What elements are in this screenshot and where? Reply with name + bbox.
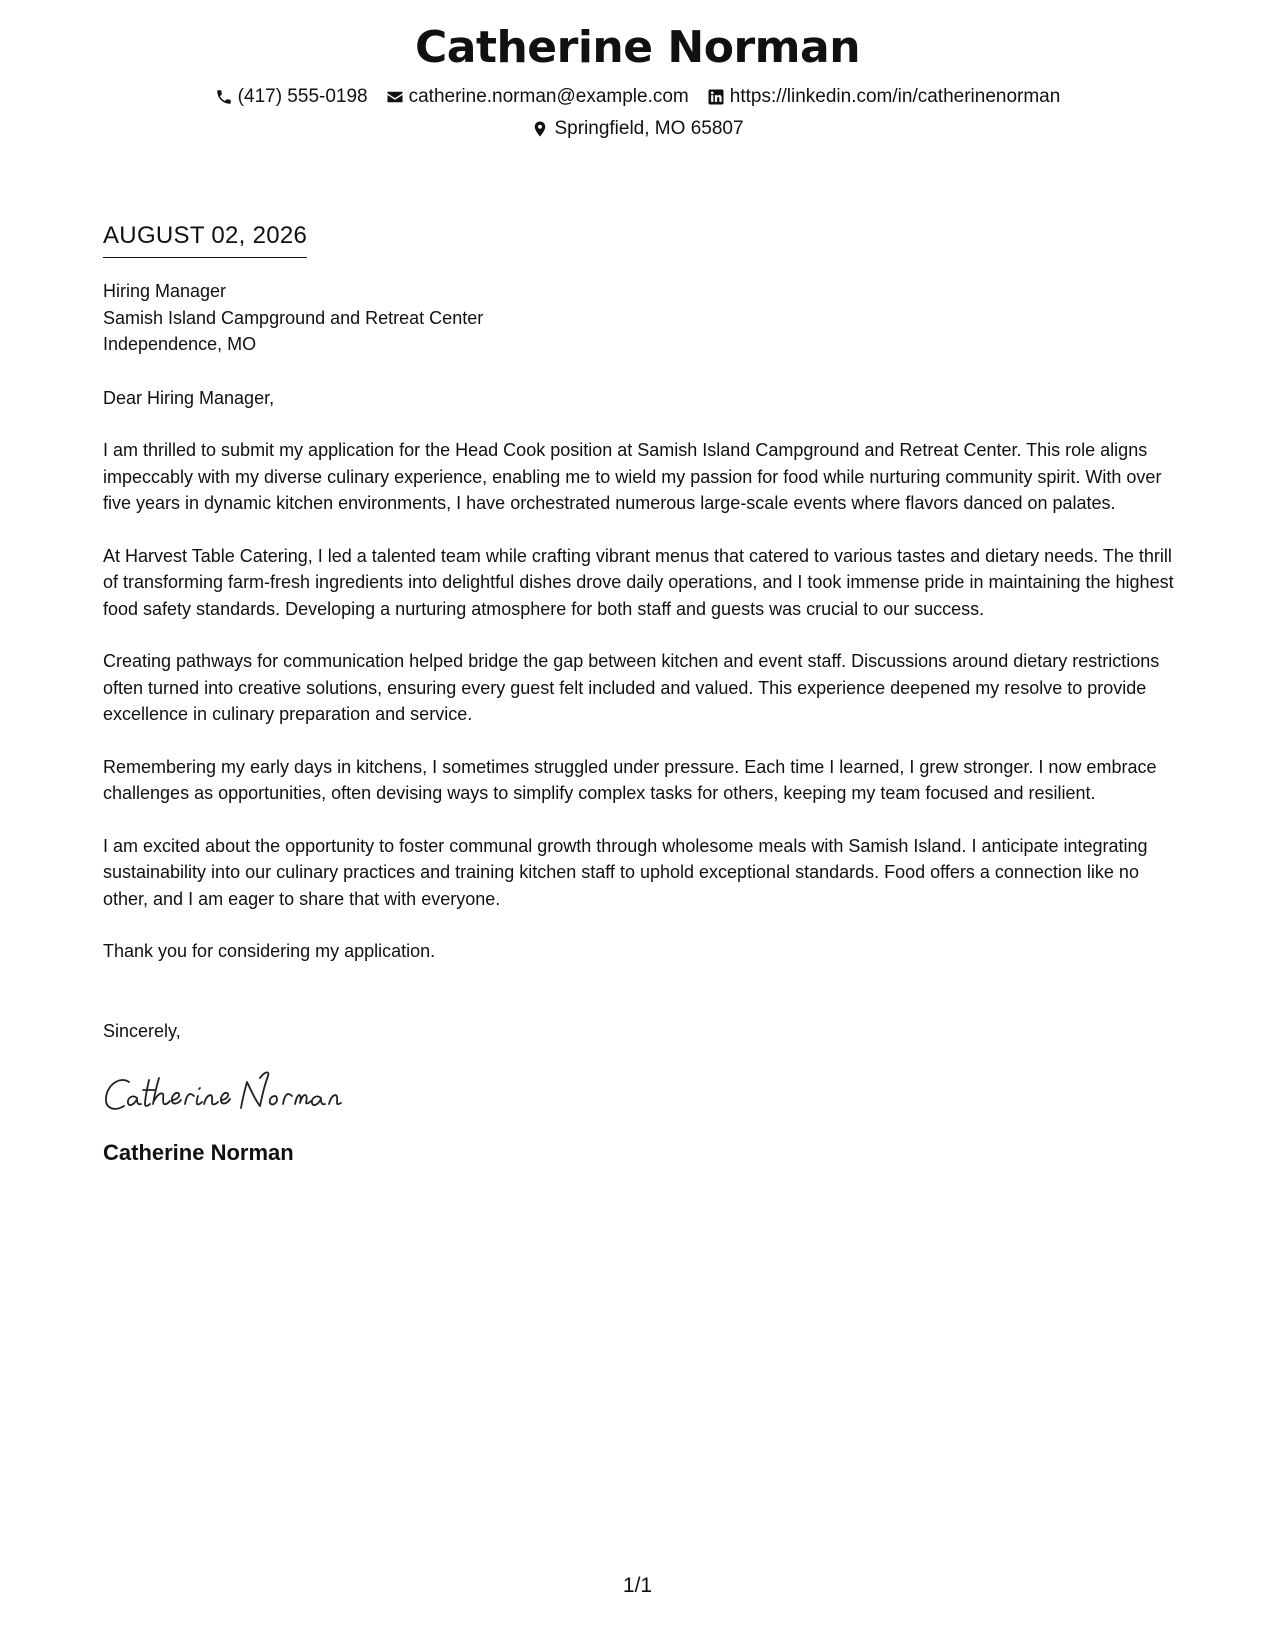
applicant-name: Catherine Norman <box>414 22 861 73</box>
linkedin-icon <box>707 88 725 106</box>
body-paragraph: Remembering my early days in kitchens, I sometimes struggled under pressure. Each time I learned, I grew stronger. I now embrace challenges as opportunities, often devising ways to simplify complex tasks for others, keeping my team focused and resilient. <box>103 756 1157 803</box>
letter-date: AUGUST 02, 2026 <box>103 221 307 258</box>
letter-body <box>103 221 1175 1168</box>
contact-row <box>0 82 1275 112</box>
body-paragraph: I am excited about the opportunity to foster communal growth through wholesome meals with Samish Island. I anticipate integrating sustainability into our culinary practices and training kitchen staff to uphold exceptional standards. Food offers a connection like no other, and I am eager to share that with everyone. <box>103 835 1148 909</box>
thank-you-line: Thank you for considering my application. <box>103 941 436 961</box>
location-row <box>0 114 1275 144</box>
contact-email[interactable] <box>386 82 689 112</box>
handwritten-signature <box>103 1068 1175 1122</box>
salutation: Dear Hiring Manager, <box>103 387 275 408</box>
phone-icon <box>215 88 233 106</box>
recipient-title: Hiring Manager <box>103 281 227 301</box>
location-text: Springfield, MO 65807 <box>554 118 744 139</box>
recipient-block <box>103 278 1175 358</box>
linkedin-link[interactable]: https://linkedin.com/in/catherinenorman <box>729 86 1061 107</box>
phone-text: (417) 555-0198 <box>237 86 368 107</box>
signature-image <box>103 1068 363 1122</box>
map-pin-icon <box>531 120 549 138</box>
body-paragraph: At Harvest Table Catering, I led a talented team while crafting vibrant menus that catered to various tastes and dietary needs. The thrill of transforming farm-fresh ingredients into delightful dishes drove daily operations, and I took immense pride in maintaining the highest food safety standards. Developing a nurturing atmosphere for both staff and guests was crucial to our success. <box>103 545 1174 619</box>
contact-phone <box>215 82 368 112</box>
contact-linkedin[interactable] <box>707 82 1061 112</box>
signer-name: Catherine Norman <box>103 1140 294 1165</box>
contact-location <box>531 114 743 144</box>
body-paragraph: I am thrilled to submit my application for the Head Cook position at Samish Island Campground and Retreat Center. This role aligns impeccably with my diverse culinary experience, enabling me to wield my passion for food while nurturing community spirit. With over five years in dynamic kitchen environments, I have orchestrated numerous large-scale events where flavors danced on palates. <box>103 440 1162 513</box>
page-number: 1/1 <box>622 1574 653 1597</box>
letter-header <box>0 20 1275 144</box>
envelope-icon <box>386 88 404 106</box>
recipient-location: Independence, MO <box>103 334 257 354</box>
recipient-company: Samish Island Campground and Retreat Center <box>103 307 484 328</box>
email-link[interactable]: catherine.norman@example.com <box>408 86 689 107</box>
closing: Sincerely, <box>103 1020 181 1041</box>
body-paragraph: Creating pathways for communication helped bridge the gap between kitchen and event staff. Discussions around dietary restrictions often turned into creative solutions, ensuring every guest felt included and valued. This experience deepened my resolve to provide excellence in culinary preparation and service. <box>103 651 1160 724</box>
